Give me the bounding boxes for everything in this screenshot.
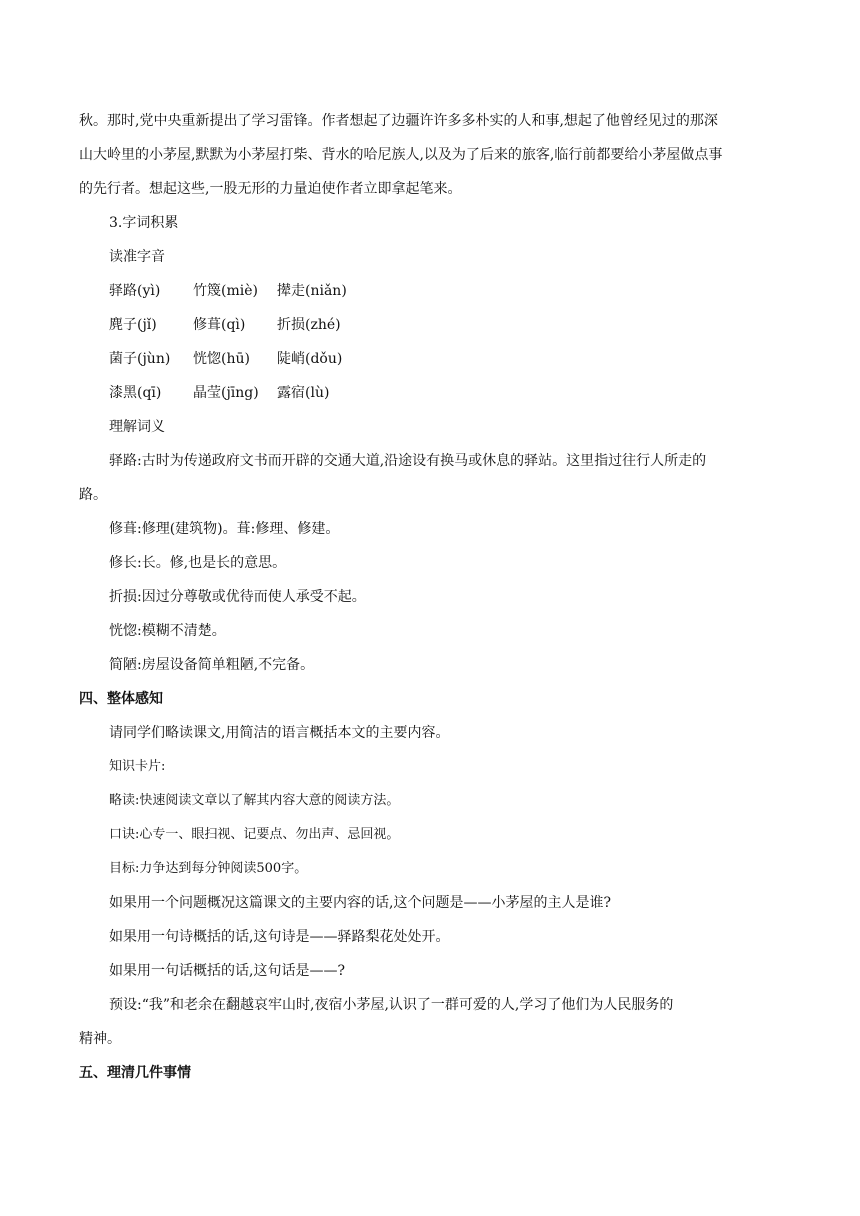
question-2: 如果用一句诗概括的话,这句诗是——驿路梨花处处开。	[109, 929, 450, 945]
vocab-section-title: 3.字词积累	[109, 215, 179, 231]
document-body	[79, 104, 783, 1090]
pinyin-word: 折损(zhé)	[277, 317, 341, 333]
meaning-title: 理解词义	[109, 419, 165, 435]
intro-line-1: 秋。那时,党中央重新提出了学习雷锋。作者想起了边疆许许多多朴实的人和事,想起了他曾经见过的那深	[79, 113, 718, 129]
pinyin-row	[79, 342, 783, 376]
meaning-jianlou: 简陋:房屋设备简单粗陋,不完备。	[109, 657, 315, 673]
meaning-xiuchang: 修长:长。修,也是长的意思。	[109, 555, 287, 571]
meaning-yilu-continued: 路。	[79, 487, 107, 503]
pinyin-word: 撵走(niǎn)	[277, 283, 347, 299]
knowledge-card-skim: 略读:快速阅读文章以了解其内容大意的阅读方法。	[109, 793, 400, 808]
knowledge-card-goal: 目标:力争达到每分钟阅读500字。	[109, 861, 308, 876]
question-1: 如果用一个问题概况这篇课文的主要内容的话,这个问题是——小茅屋的主人是谁?	[109, 895, 611, 911]
pinyin-word: 晶莹(jīng)	[193, 385, 259, 401]
pinyin-row	[79, 274, 783, 308]
pinyin-word: 露宿(lù)	[277, 385, 330, 401]
pinyin-word: 漆黑(qī)	[109, 385, 162, 401]
pinyin-word: 恍惚(hū)	[193, 351, 250, 367]
meaning-zhesun: 折损:因过分尊敬或优待而使人承受不起。	[109, 589, 366, 605]
pinyin-word: 麂子(jǐ)	[109, 317, 157, 333]
intro-line-2: 山大岭里的小茅屋,默默为小茅屋打柴、背水的哈尼族人,以及为了后来的旅客,临行前都要给小茅屋做点事	[79, 147, 723, 163]
pinyin-word: 菌子(jùn)	[109, 351, 171, 367]
pinyin-word: 竹篾(miè)	[193, 283, 258, 299]
section-4-instruction: 请同学们略读课文,用简洁的语言概括本文的主要内容。	[109, 725, 450, 741]
pinyin-row	[79, 308, 783, 342]
knowledge-card-rhyme: 口诀:心专一、眼扫视、记要点、勿出声、忌回视。	[109, 827, 400, 842]
knowledge-card-title: 知识卡片:	[109, 759, 166, 774]
meaning-yilu: 驿路:古时为传递政府文书而开辟的交通大道,沿途设有换马或休息的驿站。这里指过往行人所走的	[109, 453, 707, 469]
preset-answer: 预设:“我”和老余在翻越哀牢山时,夜宿小茅屋,认识了一群可爱的人,学习了他们为人民服务的	[109, 997, 674, 1013]
meaning-xiuqi: 修葺:修理(建筑物)。葺:修理、修建。	[109, 521, 340, 537]
meaning-huanghu: 恍惚:模糊不清楚。	[109, 623, 226, 639]
question-3: 如果用一句话概括的话,这句话是——?	[109, 963, 345, 979]
pinyin-word: 修葺(qì)	[193, 317, 246, 333]
pronunciation-title: 读准字音	[109, 249, 165, 265]
section-4-heading: 四、整体感知	[79, 691, 163, 707]
intro-line-3: 的先行者。想起这些,一股无形的力量迫使作者立即拿起笔来。	[79, 181, 462, 197]
pinyin-row	[79, 376, 783, 410]
preset-answer-continued: 精神。	[79, 1031, 121, 1047]
pinyin-word: 驿路(yì)	[109, 283, 161, 299]
pinyin-word: 陡峭(dǒu)	[277, 351, 343, 367]
section-5-heading: 五、理清几件事情	[79, 1065, 191, 1081]
